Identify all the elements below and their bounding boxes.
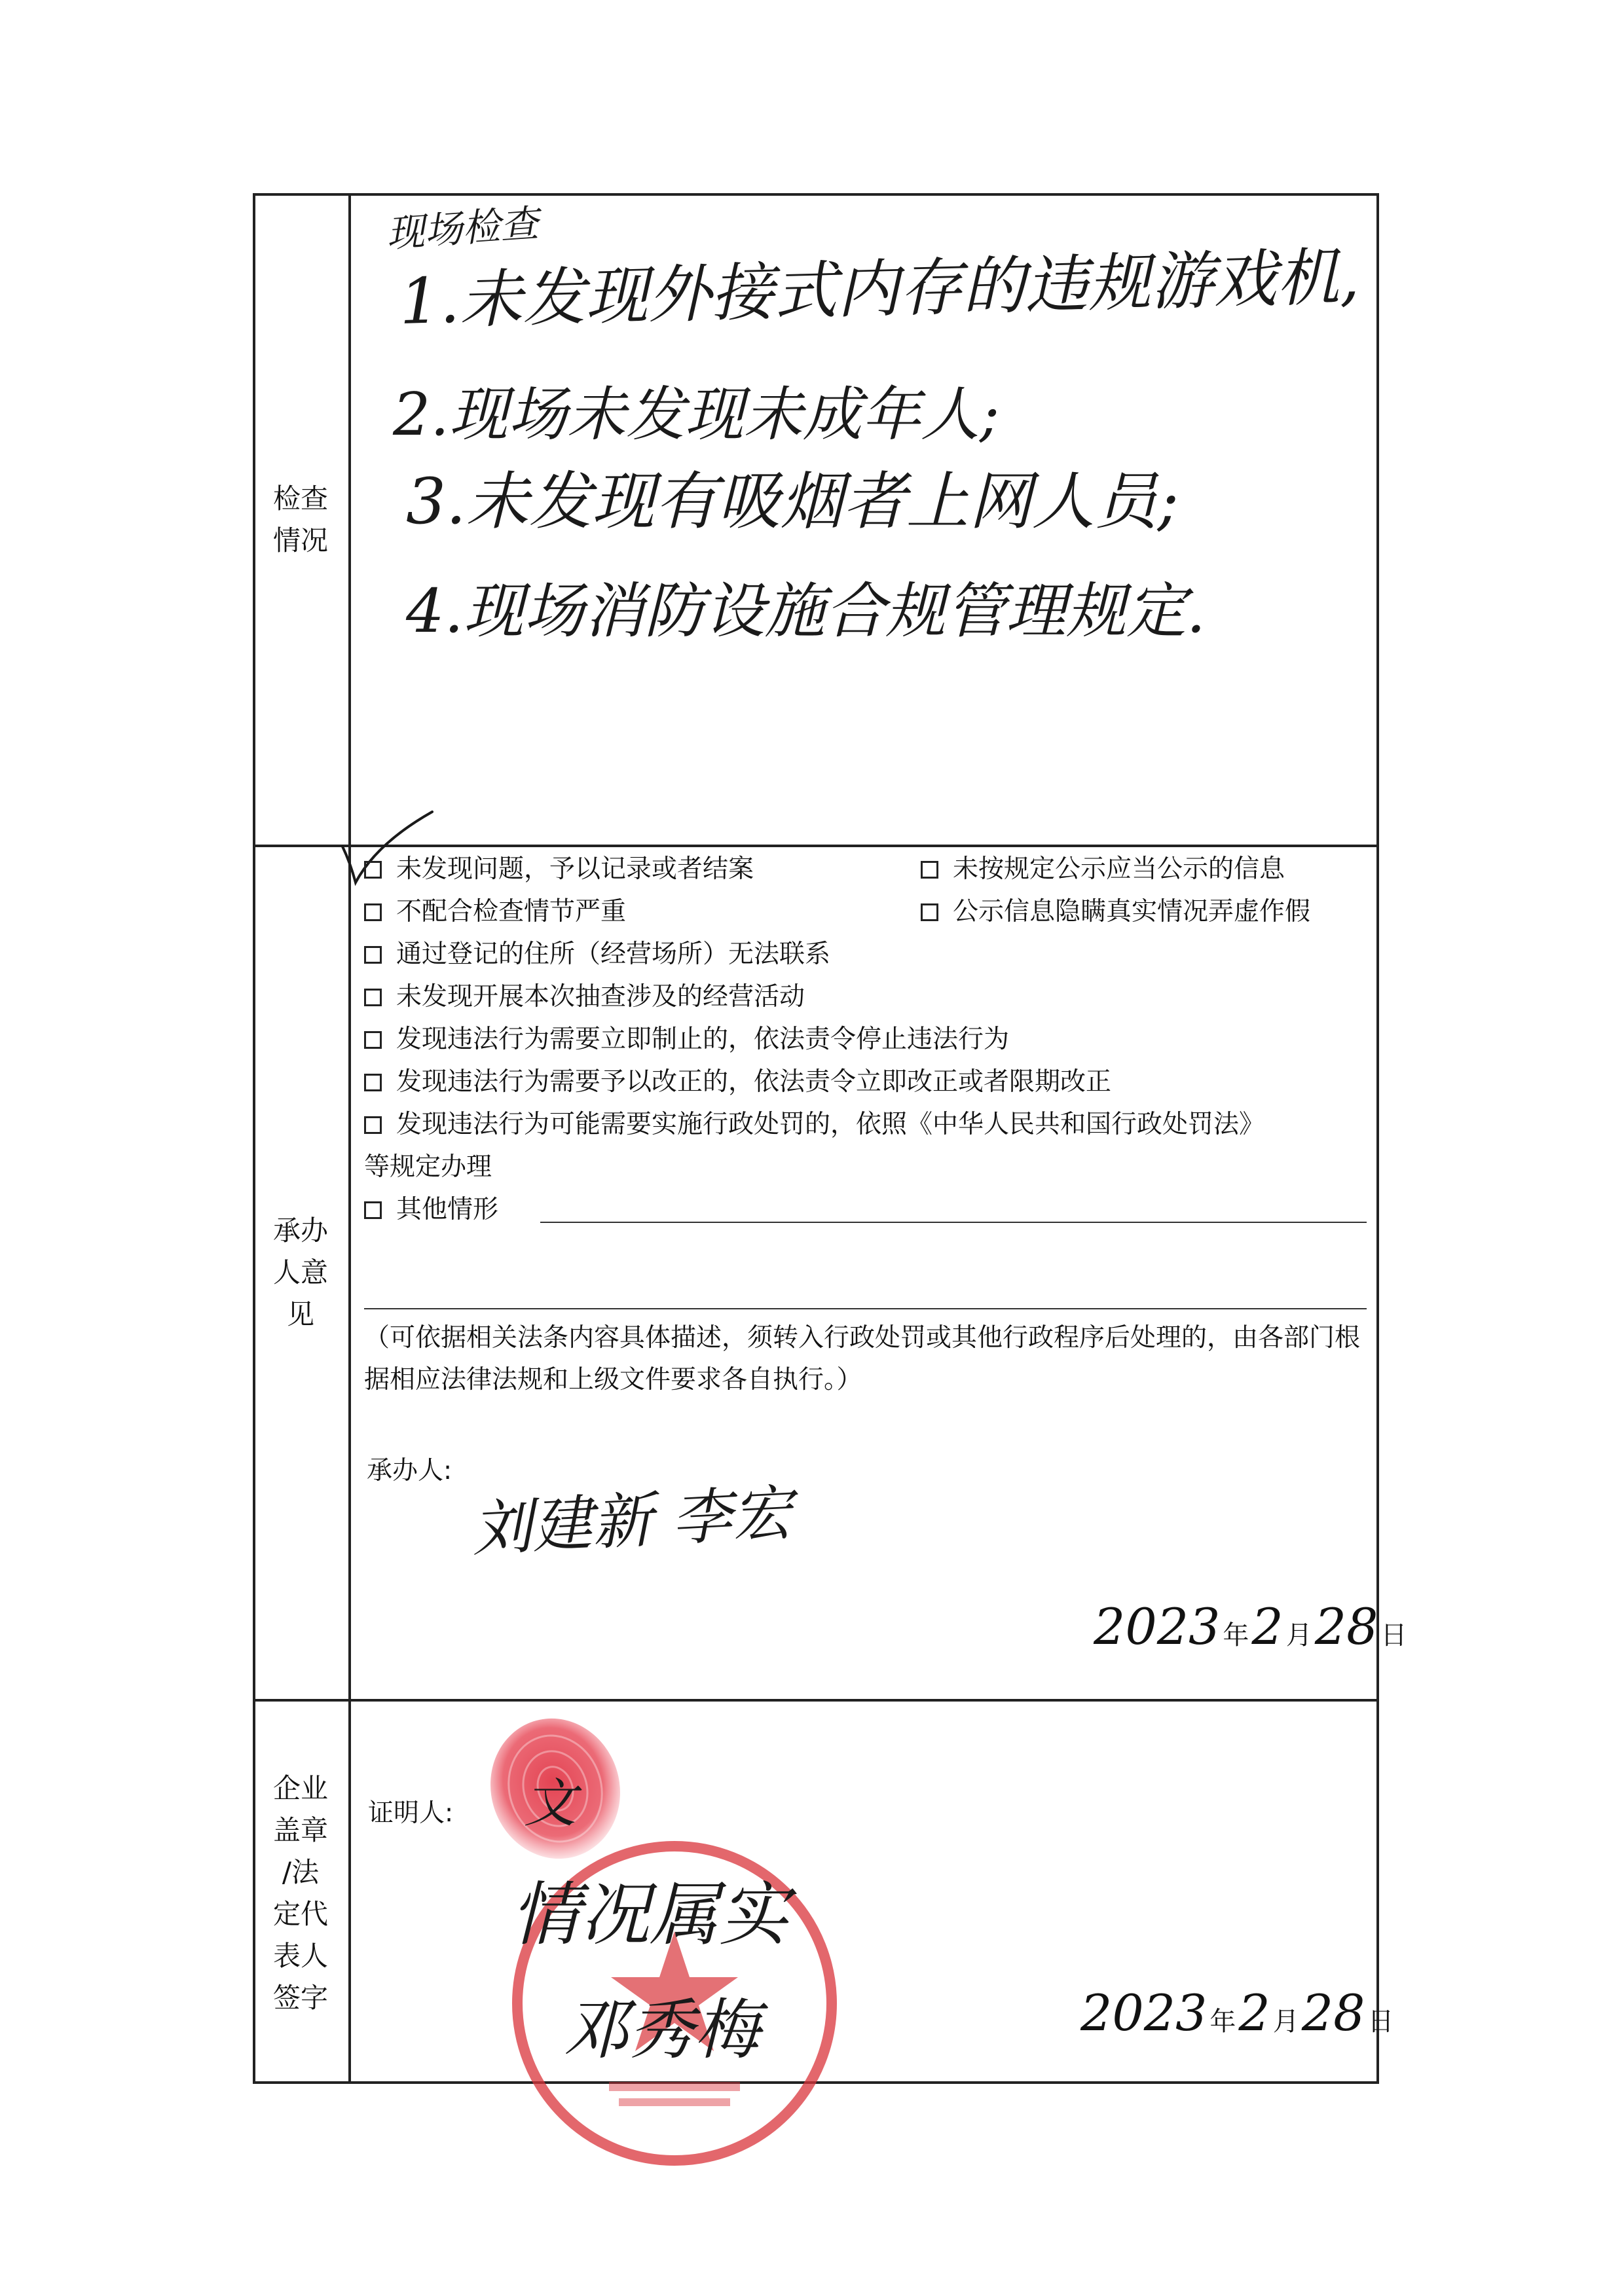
option-false-info[interactable]: 公示信息隐瞒真实情况弄虚作假 [921, 896, 1310, 928]
checkbox-icon[interactable] [921, 903, 938, 921]
label-company-signature: 企业 盖章 /法 定代 表人 签字 [272, 1772, 328, 2014]
checkbox-icon[interactable] [364, 1074, 382, 1091]
inspection-line-1: 1.未发现外接式内存的违规游戏机, [398, 240, 1361, 338]
handler-date: 2023 年2 月28 日 [1094, 1597, 1407, 1656]
checkbox-icon[interactable] [364, 1031, 382, 1049]
other-fill-line[interactable] [540, 1222, 1367, 1223]
option-no-activity[interactable]: 未发现开展本次抽查涉及的经营活动 [364, 981, 805, 1013]
checkbox-icon[interactable] [364, 861, 382, 879]
witness-date: 2023 年2 月28 日 [1080, 1984, 1394, 2042]
checkbox-icon[interactable] [364, 989, 382, 1006]
inspection-line-4: 4.现场消防设施合规管理规定. [406, 576, 1206, 646]
witness-signature: 邓秀梅 [563, 1992, 760, 2068]
option-penalty-continued: 等规定办理 [364, 1152, 492, 1182]
option-penalty[interactable]: 发现违法行为可能需要实施行政处罚的，依照《中华人民共和国行政处罚法》 [364, 1108, 1264, 1141]
inspection-handwritten-title: 现场检查 [384, 200, 540, 256]
row-divider-2 [253, 1699, 1379, 1702]
inspection-line-2: 2.现场未发现未成年人; [393, 380, 1000, 449]
handler-signature: 刘建新 李宏 [470, 1478, 794, 1565]
witness-statement: 情况属实 [511, 1874, 788, 1955]
label-handler-opinion: 承办 人意 见 [272, 1214, 328, 1330]
witness-mark: 文 [524, 1773, 576, 1834]
checkbox-icon[interactable] [921, 861, 938, 879]
checkbox-icon[interactable] [364, 1201, 382, 1219]
option-not-public[interactable]: 未按规定公示应当公示的信息 [921, 853, 1285, 886]
option-other[interactable]: 其他情形 [364, 1194, 498, 1226]
checkbox-icon[interactable] [364, 903, 382, 921]
option-no-contact[interactable]: 通过登记的住所（经营场所）无法联系 [364, 938, 830, 971]
blank-fill-line[interactable] [364, 1308, 1367, 1309]
instruction-note: （可依据相关法条内容具体描述，须转入行政处罚或其他行政程序后处理的，由各部门根据相应法律法规和上级文件要求各自执行。） [364, 1323, 1361, 1394]
label-inspection: 检查 情况 [272, 483, 328, 556]
label-column-divider [348, 193, 351, 2084]
handler-label: 承办人: [367, 1456, 452, 1485]
option-non-cooperation[interactable]: 不配合检查情节严重 [364, 896, 626, 928]
option-stop-violation[interactable]: 发现违法行为需要立即制止的，依法责令停止违法行为 [364, 1023, 1009, 1056]
witness-label: 证明人: [368, 1798, 454, 1828]
checkbox-icon[interactable] [364, 1116, 382, 1134]
option-no-issue[interactable]: 未发现问题，予以记录或者结案 [364, 853, 754, 886]
inspection-line-3: 3.未发现有吸烟者上网人员; [406, 465, 1179, 538]
option-correct-violation[interactable]: 发现违法行为需要予以改正的，依法责令立即改正或者限期改正 [364, 1066, 1111, 1099]
checkbox-icon[interactable] [364, 946, 382, 964]
